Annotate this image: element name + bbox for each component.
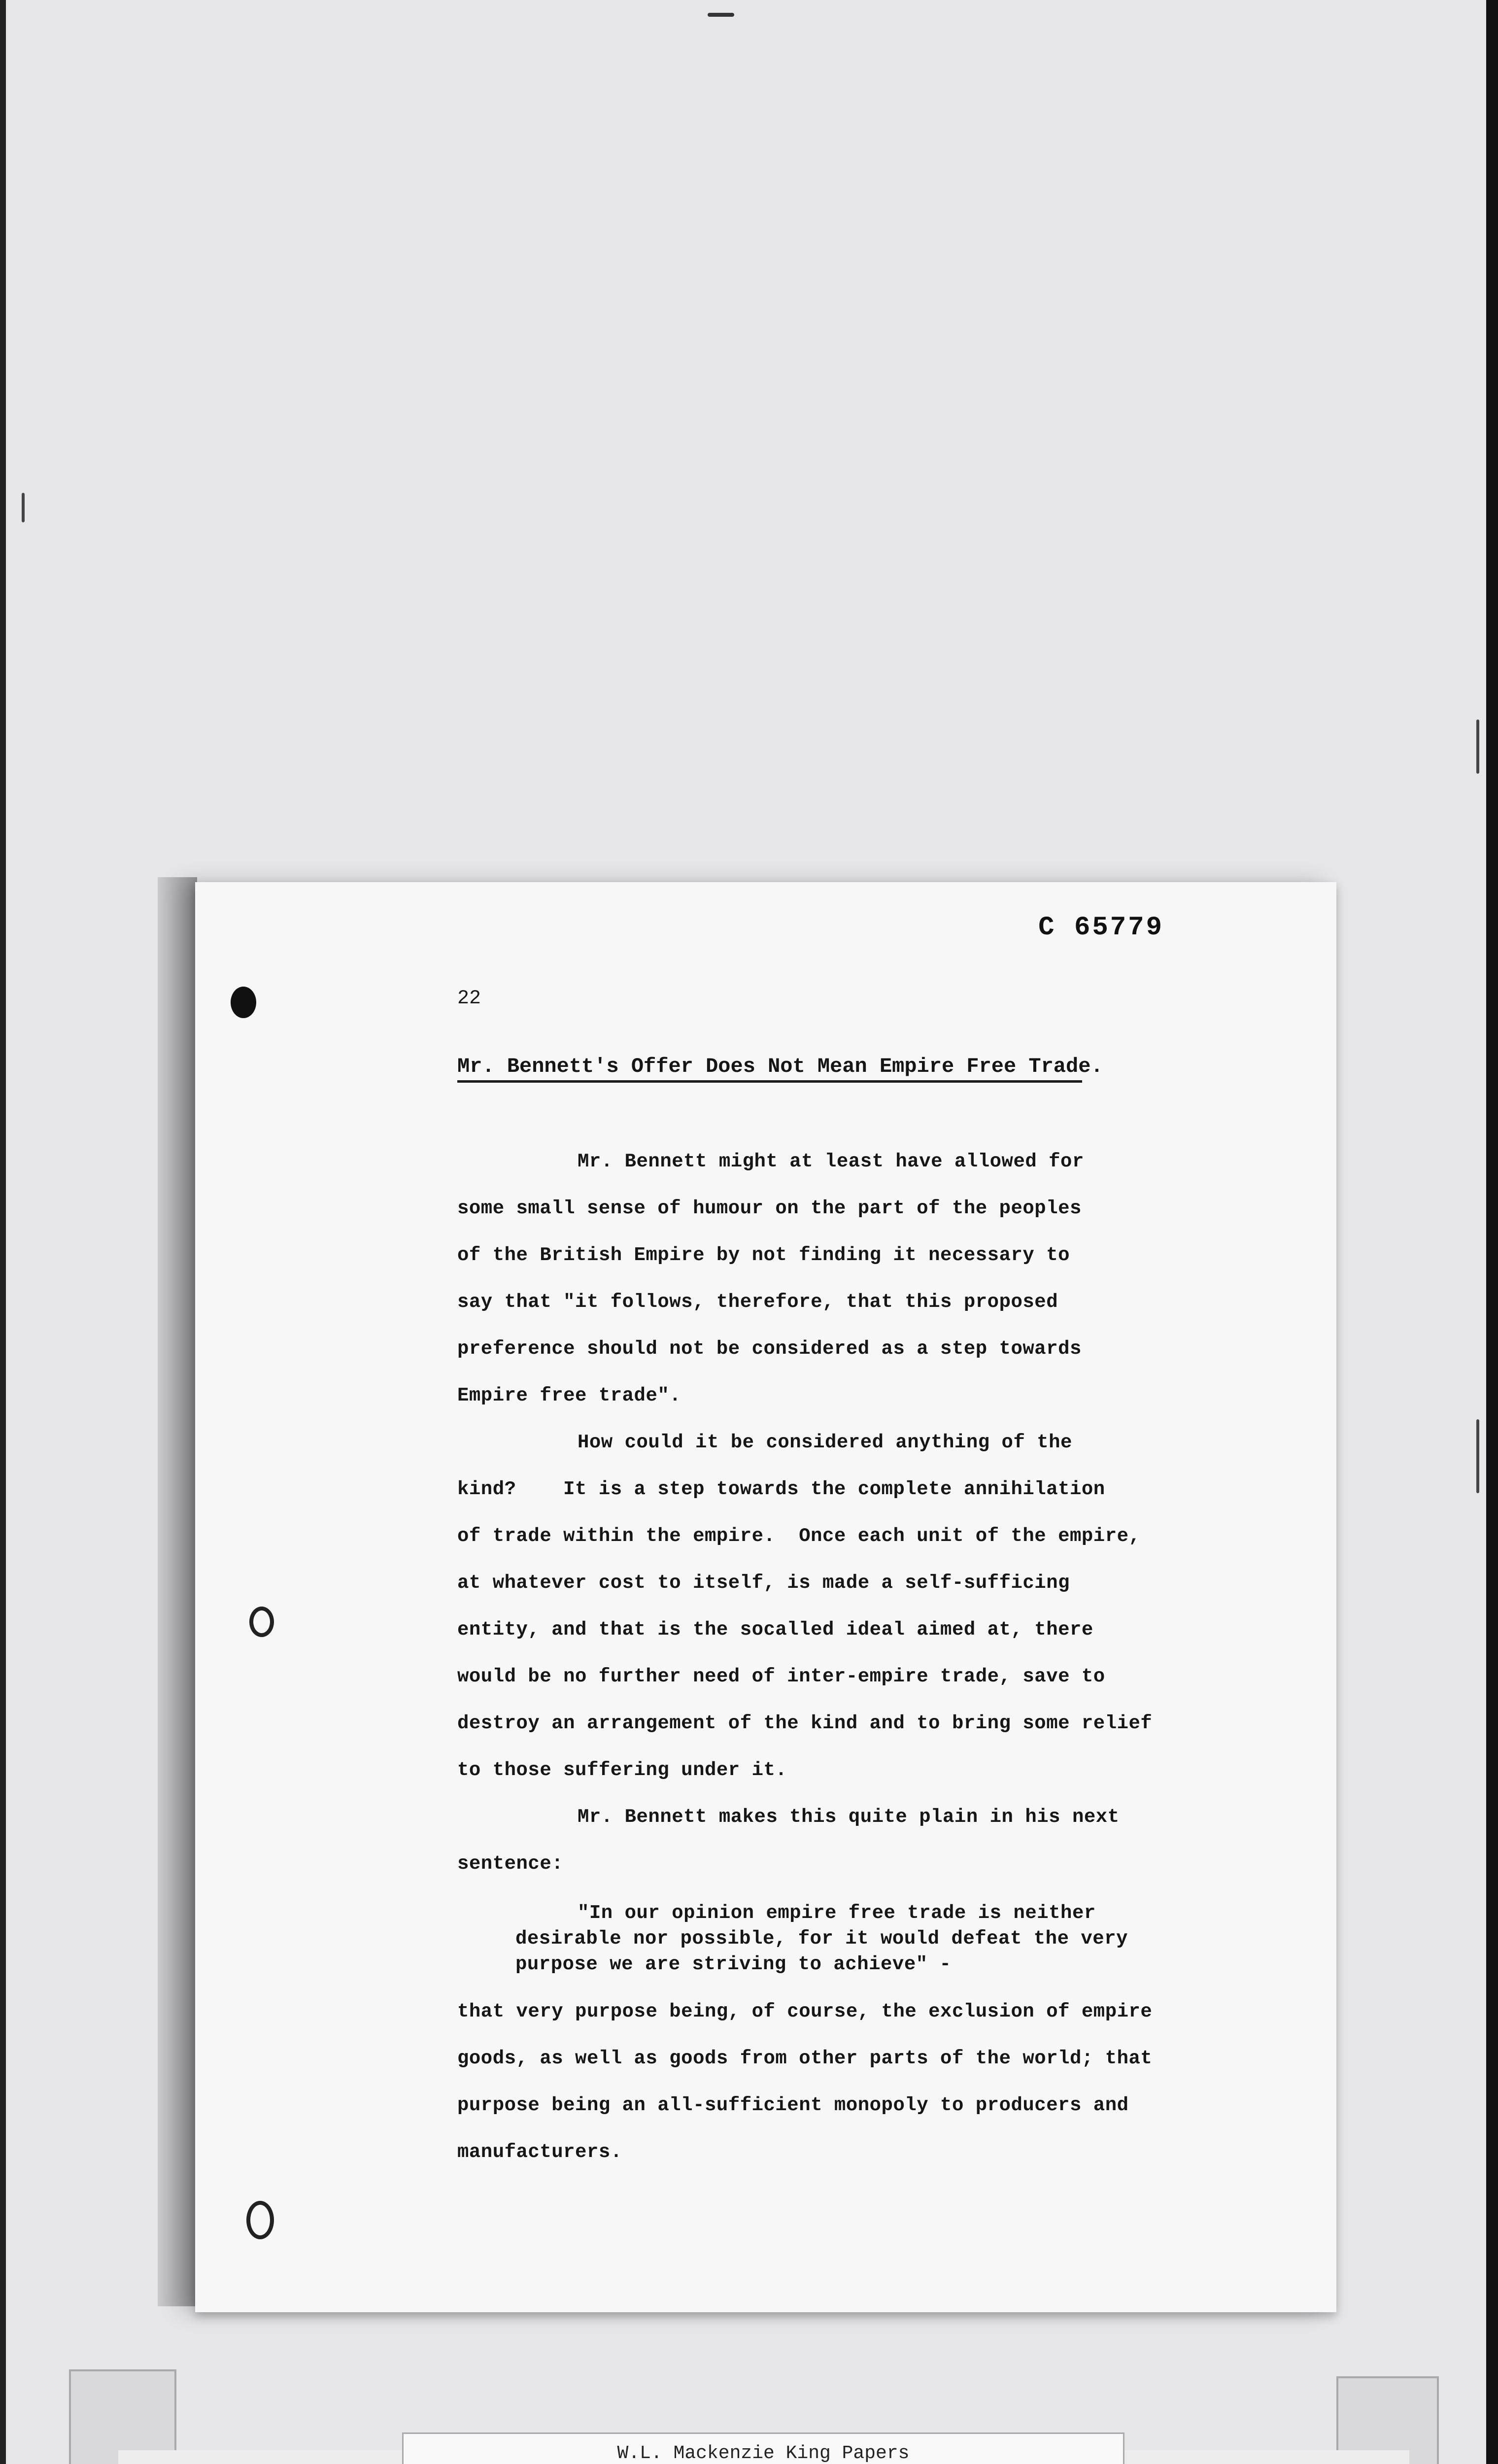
body-line: Empire free trade".	[457, 1385, 681, 1406]
body-line: at whatever cost to itself, is made a self-sufficing	[457, 1572, 1070, 1594]
collection-label	[402, 2432, 1124, 2464]
body-line: sentence:	[457, 1853, 564, 1875]
body-line: would be no further need of inter-empire trade, save to	[457, 1666, 1105, 1687]
punch-hole-middle	[249, 1607, 274, 1637]
body-line: to those suffering under it.	[457, 1759, 787, 1781]
body-line: of the British Empire by not finding it necessary to	[457, 1244, 1070, 1266]
body-line: say that "it follows, therefore, that this proposed	[457, 1291, 1058, 1313]
paper-shadow	[158, 877, 197, 2306]
film-edge-right	[1486, 0, 1498, 2464]
film-mark	[708, 13, 734, 17]
body-line: goods, as well as goods from other parts of the world; that	[457, 2048, 1153, 2069]
film-edge-left	[0, 0, 6, 2464]
body-line: kind? It is a step towards the complete annihilation	[457, 1478, 1105, 1500]
body-line: preference should not be considered as a step towards	[457, 1338, 1082, 1360]
body-line: Mr. Bennett might at least have allowed for	[578, 1151, 1084, 1172]
page-number: 22	[457, 988, 481, 1010]
body-line: some small sense of humour on the part of the peoples	[457, 1198, 1082, 1219]
body-line: destroy an arrangement of the kind and to bring some relief	[457, 1712, 1153, 1734]
punch-hole-bottom	[246, 2201, 274, 2239]
edge-tick	[1476, 1419, 1479, 1493]
quote-line: "In our opinion empire free trade is neither	[578, 1902, 1096, 1924]
document-heading: Mr. Bennett's Offer Does Not Mean Empire Free Trade.	[457, 1055, 1103, 1078]
body-line: that very purpose being, of course, the exclusion of empire	[457, 2001, 1153, 2022]
body-line: manufacturers.	[457, 2141, 622, 2163]
edge-tick	[1476, 719, 1479, 774]
punch-hole-top	[231, 987, 256, 1018]
collection-name: W.L. Mackenzie King Papers	[617, 2443, 910, 2464]
document-page	[195, 882, 1336, 2312]
edge-tick	[22, 493, 25, 522]
quote-line: purpose we are striving to achieve" -	[515, 1953, 952, 1975]
quote-line: desirable nor possible, for it would defeat the very	[515, 1928, 1128, 1950]
body-line: of trade within the empire. Once each unit of the empire,	[457, 1525, 1141, 1547]
body-line: purpose being an all-sufficient monopoly to producers and	[457, 2094, 1129, 2116]
heading-underline	[457, 1080, 1082, 1083]
body-line: How could it be considered anything of the	[578, 1432, 1072, 1453]
body-line: Mr. Bennett makes this quite plain in his next	[578, 1806, 1120, 1828]
body-line: entity, and that is the socalled ideal aimed at, there	[457, 1619, 1093, 1641]
document-id: C 65779	[1038, 913, 1164, 943]
